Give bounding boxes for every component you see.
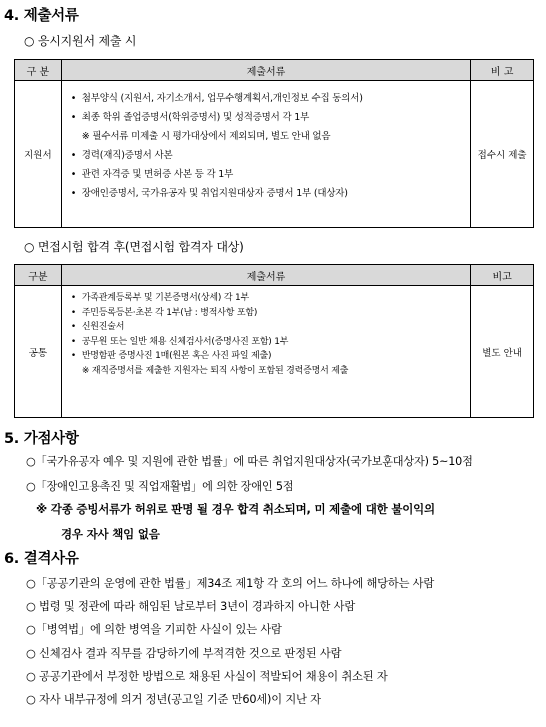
- bonus-notice: ※ 각종 증빙서류가 허위로 판명 될 경우 합격 취소되며, 미 제출에 대한 불이익의: [36, 502, 435, 516]
- document-item: • 공무원 또는 일반 채용 신체검사서(증명사진 포함) 1부: [70, 335, 464, 350]
- notice-item: ※ 재직증명서를 제출한 지원자는 퇴직 사항이 포함된 경력증명서 제출: [81, 365, 349, 376]
- section-6-title: 6. 결격사유: [4, 551, 79, 567]
- header-documents: 제출서류: [61, 60, 470, 81]
- header-category: 구분: [15, 265, 62, 286]
- submission-case-2: ○ 면접시험 합격 후(면접시험 합격자 대상): [24, 240, 244, 254]
- disqualification-item: ○「공공기관의 운영에 관한 법률」제34조 제1항 각 호의 어느 하나에 해당하는 사람: [26, 577, 435, 590]
- disqualification-item: ○ 공공기관에서 부정한 방법으로 채용된 사실이 적발되어 채용이 취소된 자: [26, 670, 388, 683]
- header-category: 구 분: [15, 60, 62, 81]
- table-header-row: [15, 60, 534, 81]
- header-note: 비고: [471, 265, 534, 286]
- bonus-item: ○「장애인고용촉진 및 직업재활법」에 의한 장애인 5점: [26, 480, 294, 493]
- header-documents: 제출서류: [61, 265, 470, 286]
- table-header-row: [15, 265, 534, 286]
- document-item: • 첨부양식 (지원서, 자기소개서, 업무수행계획서,개인정보 수집 동의서): [70, 89, 464, 108]
- document-item: • 반명함판 증명사진 1매(원본 혹은 사진 파일 제출): [70, 349, 464, 364]
- disqualification-item: ○「병역법」에 의한 병역을 기피한 사실이 있는 사람: [26, 623, 282, 636]
- documents-table-interview: [14, 264, 534, 418]
- document-item: • 주민등록등본·초본 각 1부(남 : 병적사항 포함): [70, 306, 464, 321]
- document-item: • 관련 자격증 및 면허증 사본 등 각 1부: [70, 165, 464, 184]
- table-row: [15, 81, 534, 228]
- documents-cell: [61, 286, 470, 418]
- bonus-item: ○「국가유공자 예우 및 지원에 관한 법률」에 따른 취업지원대상자(국가보훈대상자) 5~10점: [26, 455, 473, 468]
- submission-case-1: ○ 응시지원서 제출 시: [24, 34, 137, 48]
- bonus-notice-cont: 경우 자사 책임 없음: [61, 527, 160, 541]
- note-cell: 접수시 제출: [471, 81, 534, 228]
- section-5-title: 5. 가점사항: [4, 431, 79, 447]
- disqualification-item: ○ 신체검사 결과 직무를 감당하기에 부적격한 것으로 판정된 사람: [26, 647, 342, 660]
- category-cell: 지원서: [15, 81, 62, 228]
- disqualification-item: ○ 자사 내부규정에 의거 정년(공고일 기준 만60세)이 지난 자: [26, 693, 321, 706]
- header-note: 비 고: [471, 60, 534, 81]
- document-item: • 장애인증명서, 국가유공자 및 취업지원대상자 증명서 1부 (대상자): [70, 184, 464, 203]
- document-item: • 신원진술서: [70, 320, 464, 335]
- section-4-title: 4. 제출서류: [4, 8, 79, 24]
- documents-list: [70, 291, 464, 378]
- documents-table-application: [14, 59, 534, 228]
- notice-item: ※ 필수서류 미제출 시 평가대상에서 제외되며, 별도 안내 없음: [81, 131, 331, 142]
- disqualification-item: ○ 법령 및 정관에 따라 해임된 날로부터 3년이 경과하지 아니한 사람: [26, 600, 356, 613]
- documents-cell: [61, 81, 470, 228]
- document-item: • 경력(재직)증명서 사본: [70, 146, 464, 165]
- table-row: [15, 286, 534, 418]
- note-cell: 별도 안내: [471, 286, 534, 418]
- category-cell: 공통: [15, 286, 62, 418]
- documents-list: [70, 89, 464, 203]
- document-item: • 최종 학위 졸업증명서(학위증명서) 및 성적증명서 각 1부: [70, 108, 464, 127]
- document-item: • 가족관계등록부 및 기본증명서(상세) 각 1부: [70, 291, 464, 306]
